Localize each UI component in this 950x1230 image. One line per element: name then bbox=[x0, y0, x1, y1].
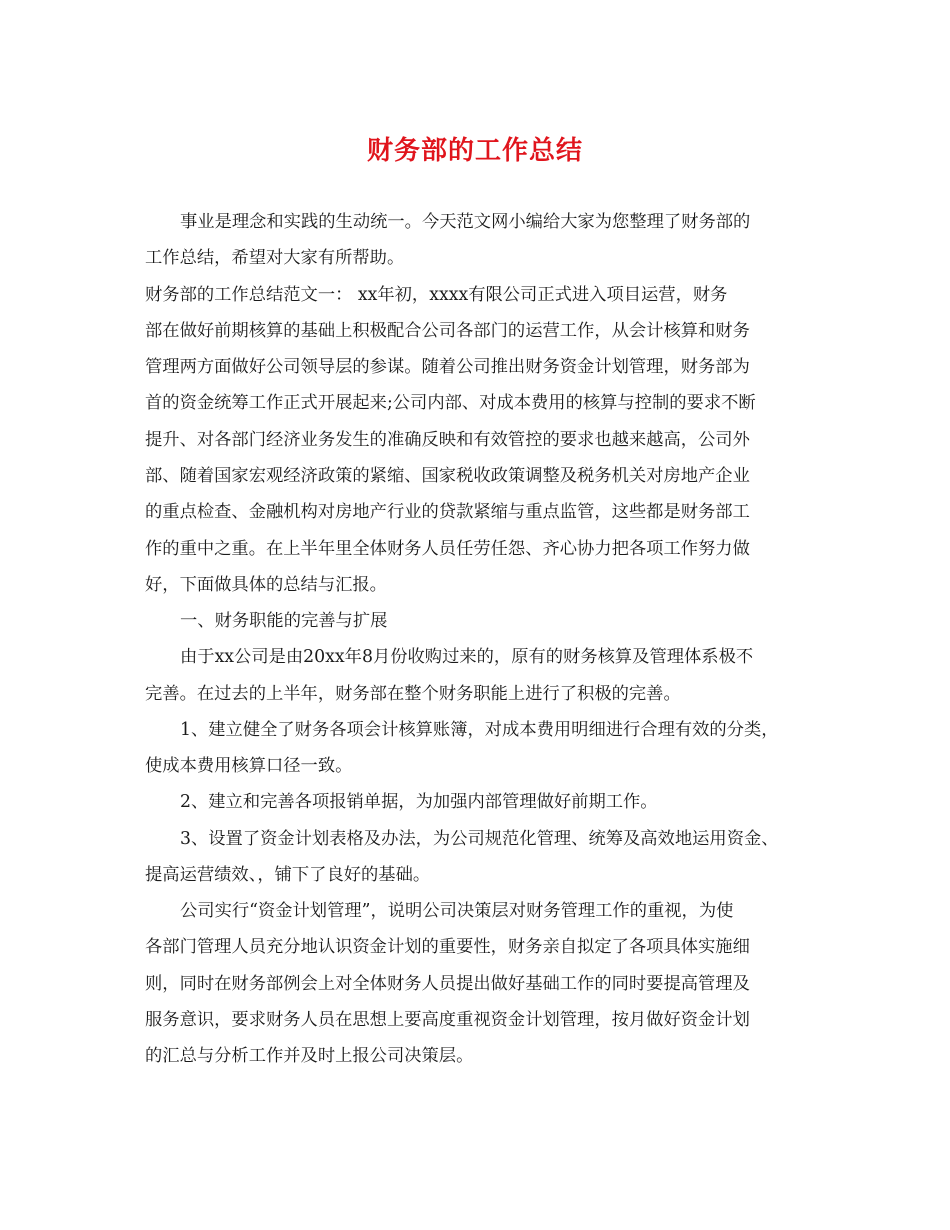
list-item: 3、设置了资金计划表格及办法，为公司规范化管理、统筹及高效地运用资金、 bbox=[180, 829, 779, 849]
paragraph-line: 管理两方面做好公司领导层的参谋。随着公司推出财务资金计划管理，财务部为 bbox=[145, 357, 750, 377]
paragraph-line: 的汇总与分析工作并及时上报公司决策层。 bbox=[145, 1046, 474, 1066]
paragraph-line: 首的资金统筹工作正式开展起来;公司内部、对成本费用的核算与控制的要求不断 bbox=[145, 393, 756, 413]
list-item: 1、建立健全了财务各项会计核算账簿，对成本费用明细进行合理有效的分类， bbox=[180, 720, 779, 740]
paragraph-line: 部在做好前期核算的基础上积极配合公司各部门的运营工作，从会计核算和财务 bbox=[145, 321, 750, 341]
paragraph-line: 公司实行“资金计划管理”，说明公司决策层对财务管理工作的重视，为使 bbox=[180, 901, 734, 921]
paragraph-line: 财务部的工作总结范文一： xx年初，xxxx有限公司正式进入项目运营，财务 bbox=[145, 285, 728, 305]
list-item: 2、建立和完善各项报销单据，为加强内部管理做好前期工作。 bbox=[180, 792, 658, 812]
paragraph-line: 作的重中之重。在上半年里全体财务人员任劳任怨、齐心协力把各项工作努力做 bbox=[145, 539, 750, 559]
paragraph-line: 各部门管理人员充分地认识资金计划的重要性，财务亲自拟定了各项具体实施细 bbox=[145, 937, 750, 957]
paragraph-line: 则，同时在财务部例会上对全体财务人员提出做好基础工作的同时要提高管理及 bbox=[145, 974, 750, 994]
section-heading: 一、财务职能的完善与扩展 bbox=[180, 611, 388, 631]
paragraph-line: 提高运营绩效、，铺下了良好的基础。 bbox=[145, 865, 431, 885]
paragraph-line: 服务意识，要求财务人员在思想上要高度重视资金计划管理，按月做好资金计划 bbox=[145, 1010, 750, 1030]
paragraph-line: 由于xx公司是由20xx年8月份收购过来的，原有的财务核算及管理体系极不 bbox=[180, 647, 754, 667]
paragraph-line: 工作总结，希望对大家有所帮助。 bbox=[145, 248, 405, 268]
paragraph-line: 好，下面做具体的总结与汇报。 bbox=[145, 575, 387, 595]
paragraph-line: 的重点检查、金融机构对房地产行业的贷款紧缩与重点监管，这些都是财务部工 bbox=[145, 502, 750, 522]
paragraph-line: 提升、对各部门经济业务发生的准确反映和有效管控的要求也越来越高，公司外 bbox=[145, 430, 750, 450]
paragraph-line: 事业是理念和实践的生动统一。今天范文网小编给大家为您整理了财务部的 bbox=[180, 212, 751, 232]
document-title: 财务部的工作总结 bbox=[366, 136, 583, 166]
paragraph-line: 完善。在过去的上半年，财务部在整个财务职能上进行了积极的完善。 bbox=[145, 684, 681, 704]
paragraph-line: 使成本费用核算口径一致。 bbox=[145, 756, 353, 776]
paragraph-line: 部、随着国家宏观经济政策的紧缩、国家税收政策调整及税务机关对房地产企业 bbox=[145, 466, 750, 486]
